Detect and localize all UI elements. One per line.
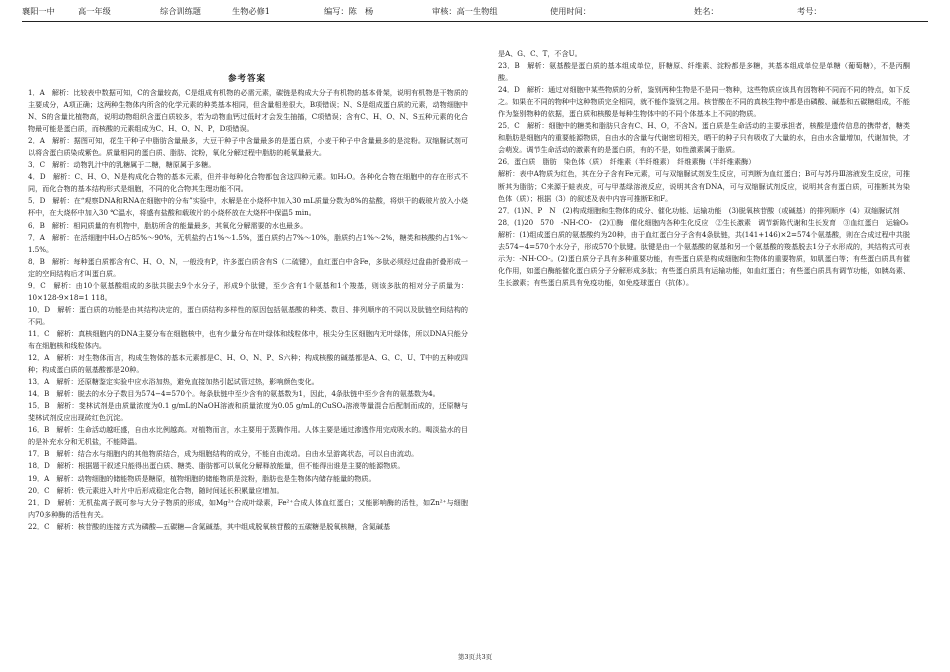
subject-label: 生物必修1 xyxy=(232,6,270,16)
school-name: 襄阳一中 xyxy=(22,6,55,16)
answer-item: 17．B 解析：结合水与细胞内的其他物质结合，成为细胞结构的成分，不能自由流动。自由水呈游离状态，可以自由流动。 xyxy=(28,449,419,459)
answers-right-column xyxy=(498,48,910,289)
answer-item: 9．C 解析：由10个氨基酸组成的多肽共脱去9个水分子，形成9个肽键，至少含有1个氨基和1个羧基，则该多肽的相对分子质量为：10×128-9×18=1 118。 xyxy=(28,280,468,302)
answer-item: 18．D 解析：根据题干叙述只能得出蛋白质、糖类、脂肪都可以氧化分解释放能量，但不能得出谁是主要的能源物质。 xyxy=(28,461,405,471)
answer-item: 3．C 解析：动物乳汁中的乳糖属于二糖，糖原属于多糖。 xyxy=(28,160,216,170)
answer-item: 2．A 解析：据图可知，花生干种子中脂肪含量最多，大豆干种子中含量最多的是蛋白质，小麦干种子中含量最多的是淀粉。双缩脲试剂可以将含蛋白质染成紫色。质量相同的蛋白质、脂肪、淀粉，氧化分解过程中脂肪的耗氧量最大。 xyxy=(28,136,468,158)
answer-item: 27．(1)N、P N (2)构成细胞和生物体的成分、催化功能、运输功能 (3)脱氧核苷酸（或碱基）的排列顺序（4）双缩脲试剂 xyxy=(498,205,900,215)
answer-item: 16．B 解析：生命活动越旺盛，自由水比例越高。对植物而言，水主要用于蒸腾作用。人体主要是通过渗透作用完成吸水的。喝淡盐水的目的是补充水分和无机盐，不能降温。 xyxy=(28,425,468,447)
answer-item: 10．D 解析：蛋白质的功能是由其结构决定的，蛋白质结构多样性的原因包括氨基酸的种类、数目、排列顺序的不同以及肽链空间结构的不同。 xyxy=(28,304,468,326)
answer-item: 19．A 解析：动物细胞的储能物质是糖原，植物细胞的储能物质是淀粉，脂肪也是生物体内储存能量的物质。 xyxy=(28,473,376,483)
header-divider xyxy=(22,21,928,22)
answer-item: 是A、G、C、T，不含U。 xyxy=(498,49,582,58)
answer-item: 7．A 解析：在活细胞中H₂O占85%～90%，无机盐约占1%～1.5%，蛋白质约占7%～10%，脂质约占1%～2%，糖类和核酸约占1%～1.5%。 xyxy=(28,232,468,254)
answer-item: 解析：(1)组成蛋白质的氨基酸约为20种，由于血红蛋白分子含有4条肽链，共(141+146)×2=574个氨基酸，则在合成过程中共脱去574−4=570个水分子，形成570个肽键。肽键是由一个氨基酸的氨基和另一个氨基酸的羧基脱去1分子水形成的，其结构式可表示为：-NH-CO-。(2)蛋白质分子具有多种重要功能，有些蛋白质是构成细胞和生物体的重要物质，如肌蛋白等；有些蛋白质具有催化作用，如蛋白酶能催化蛋白质分子分解形成多肽；有些蛋白质具有运输功能，如血红蛋白；有些蛋白质具有调节功能，如胰岛素、生长激素；有些蛋白质具有免疫功能，如免疫球蛋白（抗体）。 xyxy=(498,229,910,287)
answer-item: 20．C 解析：铁元素进入叶片中后形成稳定化合物，随时间延长积累量应增加。 xyxy=(28,485,284,495)
answer-item: 14．B 解析：脱去的水分子数目为574−4=570个。每条肽链中至少含有的氨基数为1，因此，4条肽链中至少含有的氨基数为4。 xyxy=(28,389,440,399)
page-header xyxy=(22,6,928,20)
answer-item: 13．A 解析：还原糖鉴定实验中应水浴加热，避免直接加热引起试管过热，影响颜色变化。 xyxy=(28,377,319,387)
grade-label: 高一年级 xyxy=(78,6,111,16)
answer-item: 15．B 解析：斐林试剂是由质量浓度为0.1 g/mL的NaOH溶液和质量浓度为0.05 g/mL的CuSO₄溶液等量混合后配制而成的，还原糖与斐林试剂反应出现砖红色沉淀。 xyxy=(28,401,468,423)
answer-item: 21．D 解析：无机盐离子既可参与大分子物质的形成，如Mg²⁺合成叶绿素，Fe²⁺合成人体血红蛋白；又能影响酶的活性，如Zn²⁺与细胞内70多种酶的活性有关。 xyxy=(28,497,468,519)
section-title: 参考答案 xyxy=(228,74,267,84)
paper-type: 综合训练题 xyxy=(160,6,201,16)
answer-item: 28．(1)20 570 -NH-CO- (2)①酶 催化细胞内各种生化反应 ②生长激素 调节新陈代谢和生长发育 ③血红蛋白 运输O₂ xyxy=(498,217,909,227)
answer-item: 6．B 解析：相同质量的有机物中，脂肪所含的能量最多，其氧化分解需要的水也最多。 xyxy=(28,220,308,230)
answer-item: 4．D 解析：C、H、O、N是构成化合物的基本元素，但并非每种化合物都包含这四种元素。如H₂O。各种化合物在细胞中的存在形式不同，而化合物的基本结构形式是细胞，不同的化合物其生理功能不同。 xyxy=(28,172,468,194)
page-footer: 第3页共3页 xyxy=(457,653,493,661)
answer-item: 23．B 解析：氨基酸是蛋白质的基本组成单位，肝糖原、纤维素、淀粉都是多糖，其基本组成单位是单糖（葡萄糖），不是丙酮酸。 xyxy=(498,61,910,83)
answer-item: 26．蛋白质 脂肪 染色体（质） 纤维素（半纤维素） 纤维素酶（半纤维素酶） xyxy=(498,157,756,167)
name-field: 姓名： xyxy=(694,6,719,16)
reviewer-label: 审核：高一生物组 xyxy=(432,6,498,16)
answer-item: 22．C 解析：核苷酸的连接方式为磷酸—五碳糖—含氮碱基，其中组成脱氧核苷酸的五碳糖是脱氧核糖，含氮碱基 xyxy=(28,521,391,531)
answer-item: 24．D 解析：通过对细胞中某些物质的分析，鉴别两种生物是不是同一物种，这些物质应该具有因物种不同而不同的特点，如下反之。如果在不同的物种中这种物质完全相同，就不能作鉴别之用。核苷酸在不同的真核生物中都是由磷酸、碱基和五碳糖组成，不能作为鉴别物种的依据，蛋白质和核酸是每种生物体中的不同个体基本上不同的物质。 xyxy=(498,85,910,119)
answer-item: 11．C 解析：真核细胞内的DNA主要分布在细胞核中，也有少量分布在叶绿体和线粒体中，根尖分生区细胞内无叶绿体，所以DNA只能分布在细胞核和线粒体内。 xyxy=(28,328,468,350)
student-number-field: 考号： xyxy=(797,6,822,16)
answer-item: 解析：表中A物质为红色，其在分子含有Fe元素，可与双缩脲试剂发生反应，可判断为血红蛋白；B可与苏丹Ⅲ溶液发生反应，可推断其为脂肪；C来源于蛙表皮，可与甲基绿溶液反应，说明其含有DNA，可与双缩脲试剂反应，说明其含有蛋白质，可推断其为染色体（质）；根据（3）的叙述及表中内容可推断E和F。 xyxy=(498,169,910,203)
answers-left-column xyxy=(28,87,468,533)
answer-item: 5．D 解析：在“观察DNA和RNA在细胞中的分布”实验中，水解是在小烧杯中加入30 mL质量分数为8%的盐酸，将烘干的载玻片放入小烧杯中，在大烧杯中加入30 ℃温水，将盛有盐酸和载玻片的小烧杯放在大烧杯中保温5 min。 xyxy=(28,196,468,218)
answer-item: 1．A 解析：比较表中数据可知，C的含量较高，C是组成有机物的必需元素，碳链是构成大分子有机物的基本骨架，说明有机物是干物质的主要成分，A项正确；这两种生物体内所含的化学元素的种类基本相同，但含量相差很大，B项错误；N、S是组成蛋白质的元素，动物细胞中N、S的含量比植物高，说明动物组织含蛋白质较多，若为动物血钙过低时才会发生抽搐，C项错误；含有C、H、O、N、S五种元素的化合物最可能是蛋白质，而核酸的元素组成为C、H、O、N、P，D项错误。 xyxy=(28,88,468,134)
answer-item: 8．B 解析：每种蛋白质都含有C、H、O、N，一般没有P，许多蛋白质含有S（二硫键），血红蛋白中含Fe，多肽必须经过盘曲折叠形成一定的空间结构后才叫蛋白质。 xyxy=(28,256,468,278)
answer-item: 25．C 解析：细胞中的糖类和脂肪只含有C、H、O，不含N。蛋白质是生命活动的主要承担者，核酸是遗传信息的携带者，糖类和脂肪是细胞内的重要能源物质，自由水的含量与代谢密切相关，晒干的种子只有吸收了大量的水，自由水含量增加，代谢加快，才会萌发。调节生命活动的激素有的是蛋白质，有的不是，如性激素属于脂质。 xyxy=(498,121,910,155)
use-time-field: 使用时间： xyxy=(550,6,591,16)
author-label: 编写：陈 杨 xyxy=(324,6,374,16)
answer-item: 12．A 解析：对生物体而言，构成生物体的基本元素都是C、H、O、N、P、S六种；构成核酸的碱基都是A、G、C、U、T中的五种或四种；构成蛋白质的氨基酸都是20种。 xyxy=(28,353,468,375)
